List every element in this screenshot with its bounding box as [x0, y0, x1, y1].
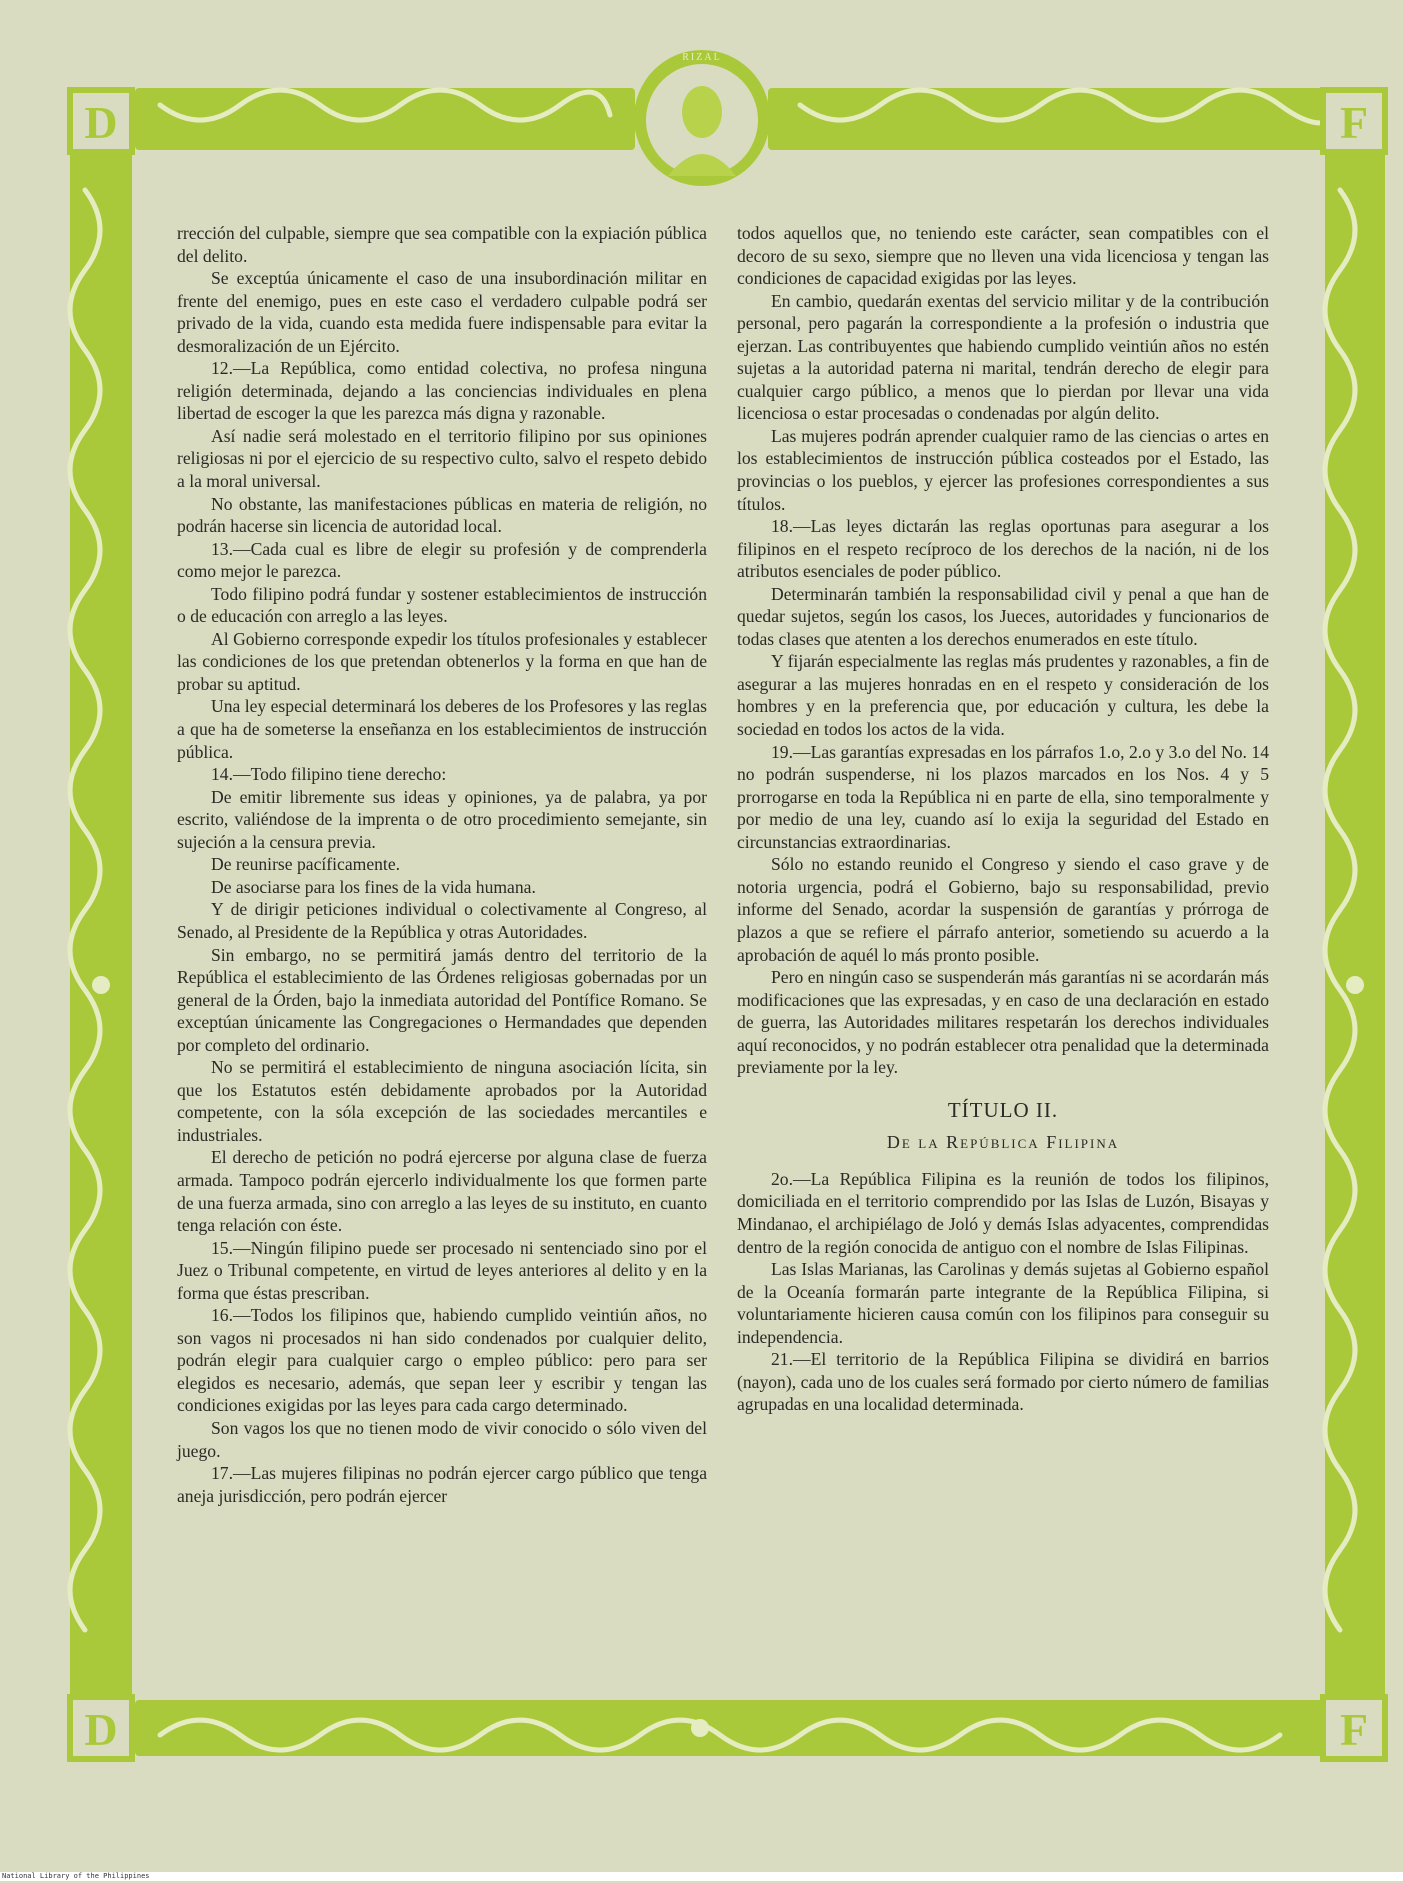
paragraph: Y fijarán especialmente las reglas más prudentes y razonables, a fin de asegurar a las mujeres honradas en en el respeto y consideración de los hombres y en la preferencia que, por educación y cultura, les debe la sociedad en todos los actos de la vida.: [737, 651, 1269, 740]
paragraph: 17.—Las mujeres filipinas no podrán ejercer cargo público que tenga aneja jurisdicción, pero podrán ejercer: [177, 1463, 707, 1506]
paragraph: De asociarse para los fines de la vida humana.: [211, 876, 536, 897]
paragraph: 19.—Las garantías expresadas en los párrafos 1.o, 2.o y 3.o del No. 14 no podrán suspenderse, ni los plazos marcados en los Nos. 4 y 5 prorrogarse en toda la República ni en parte de ella, sino temporalmente y por medio de una ley, cuando así lo exija la seguridad del Estado en circunstancias extraordinarias.: [737, 741, 1269, 852]
paragraph: De emitir libremente sus ideas y opiniones, ya de palabra, ya por escrito, valiéndose de la imprenta o de otro procedimiento semejante, sin sujeción a la censura previa.: [177, 786, 707, 852]
paragraph: 21.—El territorio de la República Filipina se dividirá en barrios (nayon), cada uno de los cuales será formado por cierto número de familias agrupadas en una localidad determinada.: [737, 1349, 1269, 1415]
paragraph: Una ley especial determinará los deberes de los Profesores y las reglas a que ha de someterse la enseñanza en los establecimientos de instrucción pública.: [177, 696, 707, 762]
paragraph: Pero en ningún caso se suspenderán más garantías ni se acordarán más modificaciones que las expresadas, y en caso de una declaración en estado de guerra, las Autoridades militares respetarán los derechos individuales aquí reconocidos, y no podrán establecer otra penalidad que la determinada previamente por la ley.: [737, 967, 1269, 1078]
paragraph: 2o.—La República Filipina es la reunión de todos los filipinos, domiciliada en el territorio comprendido por las Islas de Luzón, Bisayas y Mindanao, el archipiélago de Joló y demás Islas adyacentes, comprendidas dentro de la región conocida de antiguo con el nombre de Islas Filipinas.: [737, 1168, 1269, 1257]
paragraph: Y de dirigir peticiones individual o colectivamente al Congreso, al Senado, al Presidente de la República y otras Autoridades.: [177, 899, 707, 942]
paragraph: todos aquellos que, no teniendo este carácter, sean compatibles con el decoro de su sexo, siempre que no lleven una vida licenciosa y tengan las condiciones de capacidad exigidas por las leyes.: [737, 223, 1269, 289]
paragraph: El derecho de petición no podrá ejercerse por alguna clase de fuerza armada. Tampoco podrán ejercerlo individualmente los que formen parte de una fuerza armada, sino con arreglo a las leyes de su instituto, en cuanto tenga relación con éste.: [177, 1147, 707, 1236]
paragraph: 13.—Cada cual es libre de elegir su profesión y de comprenderla como mejor le parezca.: [177, 538, 707, 582]
right-text-column: [737, 222, 1269, 1416]
paragraph: No obstante, las manifestaciones públicas en materia de religión, no podrán hacerse sin licencia de autoridad local.: [177, 493, 707, 537]
section-title: TÍTULO II.: [947, 1097, 1059, 1122]
paragraph: De reunirse pacíficamente.: [211, 854, 401, 875]
paragraph: 15.—Ningún filipino puede ser procesado ni sentenciado sino por el Juez o Tribunal competente, en virtud de leyes anteriores al delito y en la forma que éstas prescriban.: [177, 1237, 707, 1303]
rizal-medallion-icon: [634, 50, 770, 186]
initial-top-left: D: [84, 97, 118, 148]
initial-bottom-right: F: [1339, 1704, 1369, 1755]
paragraph: Así nadie será molestado en el territorio filipino por sus opiniones religiosas ni por el ejercicio de su respectivo culto, salvo el respeto debido a la moral universal.: [177, 425, 707, 492]
paragraph: Se exceptúa únicamente el caso de una insubordinación militar en frente del enemigo, pues en este caso el verdadero culpable podrá ser privado de la vida, cuando esta medida fuere indispensable para evitar la desmoralización de un Ejército.: [177, 268, 707, 356]
paragraph: 14.—Todo filipino tiene derecho:: [211, 764, 447, 785]
library-footer: National Library of the Philippines: [0, 1872, 1403, 1881]
paragraph: En cambio, quedarán exentas del servicio militar y de la contribución personal, pero pagarán la correspondiente a la profesión o industria que ejerzan. Las contribuyentes que habiendo cumplido veintiún años no estén sujetas a la autoridad paterna ni marital, tendrán derecho de elegir para cualquier cargo público, a menos que lo pierdan por llevar una vida licenciosa o estar procesadas o condenadas por algún delito.: [737, 290, 1269, 424]
left-text-column: [177, 222, 707, 1507]
paragraph: Las mujeres podrán aprender cualquier ramo de las ciencias o artes en los establecimientos de instrucción pública costeados por el Estado, las provincias o los pueblos, y ejercer las profesiones correspondientes a sus títulos.: [737, 425, 1269, 514]
paragraph: Son vagos los que no tienen modo de vivir conocido o sólo viven del juego.: [177, 1417, 707, 1461]
paragraph: 12.—La República, como entidad colectiva, no profesa ninguna religión determinada, dejando a las conciencias individuales en plena libertad de escoger la que les parezca más digna y razonable.: [177, 358, 707, 424]
paragraph: Sólo no estando reunido el Congreso y siendo el caso grave y de notoria urgencia, podrá el Gobierno, bajo su responsabilidad, previo informe del Senado, acordar la suspensión de garantías y prórroga de plazos a que se refiere el párrafo anterior, sometiendo su acuerdo a la aprobación de aquél lo más pronto posible.: [737, 854, 1269, 965]
paragraph: 18.—Las leyes dictarán las reglas oportunas para asegurar a los filipinos en el respeto recíproco de los derechos de la nación, ni de los atributos esenciales de poder público.: [737, 516, 1269, 582]
initial-top-right: F: [1339, 97, 1369, 148]
paragraph: Todo filipino podrá fundar y sostener establecimientos de instrucción o de educación con arreglo a las leyes.: [177, 583, 707, 627]
initial-bottom-left: D: [84, 1704, 118, 1755]
paragraph: Al Gobierno corresponde expedir los títulos profesionales y establecer las condiciones de los que pretendan obtenerlos y la forma en que han de probar su aptitud.: [177, 628, 707, 694]
paragraph: 16.—Todos los filipinos que, habiendo cumplido veintiún años, no son vagos ni procesados ni han sido condenados por cualquier delito, podrán elegir para cualquier cargo o empleo público: pero para ser elegidos es necesario, además, que sepan leer y escribir y tengan las condiciones exigidas por las leyes para cada cargo determinado.: [177, 1305, 707, 1416]
paragraph: Sin embargo, no se permitirá jamás dentro del territorio de la República el establecimiento de las Órdenes religiosas gobernadas por un general de la Órden, bajo la inmediata autoridad del Pontífice Romano. Se exceptúan únicamente las Congregaciones o Hermandades que dependen por completo del ordinario.: [177, 944, 707, 1055]
paragraph: rrección del culpable, siempre que sea compatible con la expiación pública del delito.: [177, 223, 707, 266]
section-subtitle: De la República Filipina: [886, 1132, 1120, 1153]
paragraph: Determinarán también la responsabilidad civil y penal a que han de quedar sujetos, según los casos, los Jueces, autoridades y funcionarios de todas clases que atenten a los derechos enumerados en este título.: [737, 583, 1269, 649]
paragraph: Las Islas Marianas, las Carolinas y demás sujetas al Gobierno español de la Oceanía formarán parte integrante de la República Filipina, si voluntariamente hicieren causa común con los filipinos para conseguir su independencia.: [737, 1259, 1269, 1347]
paragraph: No se permitirá el establecimiento de ninguna asociación lícita, sin que los Estatutos estén debidamente aprobados por la Autoridad competente, con la sóla excepción de las sociedades mercantiles e industriales.: [177, 1057, 707, 1145]
svg-text:RIZAL: RIZAL: [682, 52, 722, 63]
